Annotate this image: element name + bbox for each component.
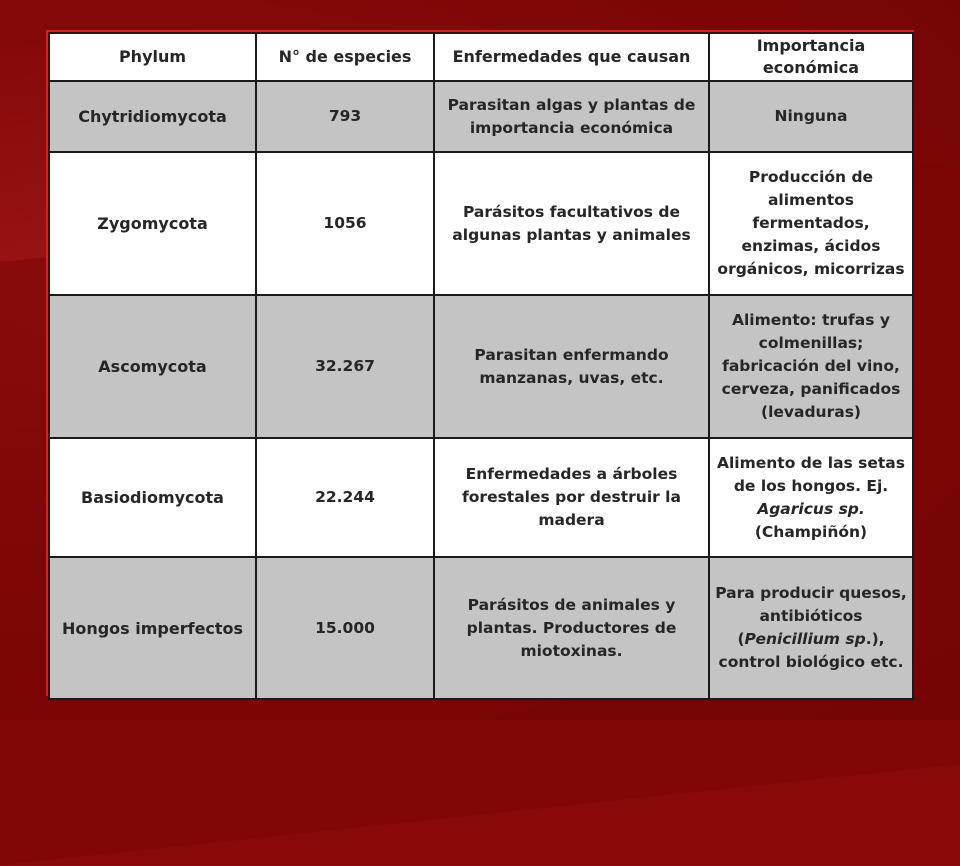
table-header-row (49, 33, 913, 81)
importance-cell: Producción de alimentos fermentados, enzimas, ácidos orgánicos, micorrizas (709, 152, 913, 295)
importance-cell: Alimento: trufas y colmenillas; fabricación del vino, cerveza, panificados (levaduras) (709, 295, 913, 438)
table-row (49, 81, 913, 152)
disease-cell: Parasitan enfermando manzanas, uvas, etc. (434, 295, 709, 438)
disease-cell: Parasitan algas y plantas de importancia económica (434, 81, 709, 152)
phylum-cell: Basiodiomycota (49, 438, 256, 557)
species-cell: 22.244 (256, 438, 434, 557)
disease-cell: Enfermedades a árboles forestales por destruir la madera (434, 438, 709, 557)
species-cell: 32.267 (256, 295, 434, 438)
phylum-cell: Chytridiomycota (49, 81, 256, 152)
phylum-cell: Zygomycota (49, 152, 256, 295)
importance-cell (709, 557, 913, 699)
species-cell: 1056 (256, 152, 434, 295)
header-species-count: N° de especies (256, 33, 434, 81)
header-phylum: Phylum (49, 33, 256, 81)
disease-cell: Parásitos facultativos de algunas plantas y animales (434, 152, 709, 295)
phylum-cell: Ascomycota (49, 295, 256, 438)
species-cell: 15.000 (256, 557, 434, 699)
header-economic-importance: Importancia económica (709, 33, 913, 81)
fungi-table-frame (46, 30, 914, 696)
species-italic: Penicillium sp (744, 630, 866, 648)
importance-text: (Champiñón) (754, 522, 868, 541)
importance-cell (709, 438, 913, 557)
importance-text: Alimento de las setas de los hongos. Ej. (716, 453, 905, 495)
importance-text: .), control biológico etc. (718, 630, 904, 671)
table-row (49, 152, 913, 295)
species-italic: Agaricus sp. (757, 499, 865, 518)
header-diseases: Enfermedades que causan (434, 33, 709, 81)
importance-cell: Ninguna (709, 81, 913, 152)
table-row (49, 295, 913, 438)
fungi-phylum-table (48, 32, 914, 700)
table-row (49, 438, 913, 557)
disease-cell: Parásitos de animales y plantas. Productores de miotoxinas. (434, 557, 709, 699)
phylum-cell: Hongos imperfectos (49, 557, 256, 699)
table-row (49, 557, 913, 699)
importance-text: Para producir quesos, antibióticos ( (715, 584, 907, 648)
species-cell: 793 (256, 81, 434, 152)
